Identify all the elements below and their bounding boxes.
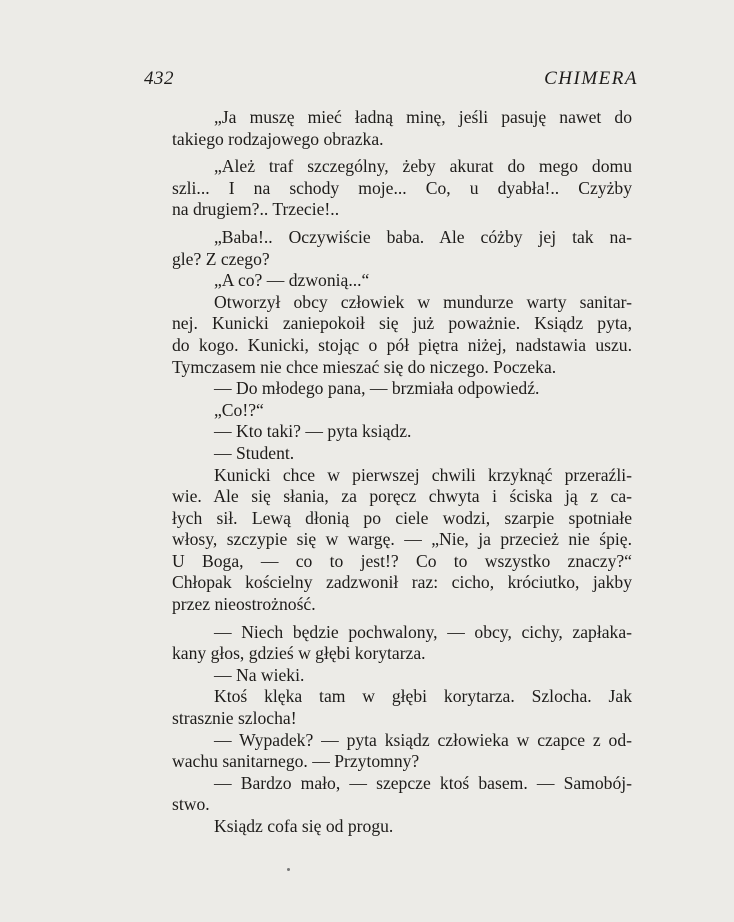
text-line: „Co!?“ [214, 399, 264, 420]
text-line: gle? Z czego? [172, 248, 270, 269]
text-line: strasznie szlocha! [172, 708, 297, 729]
body-text [172, 107, 632, 838]
text-line: Chłopak kościelny zadzwonił raz: cicho, króciutko, jakby [172, 572, 632, 593]
text-line: takiego rodzajowego obrazka. [172, 128, 384, 149]
text-line: do kogo. Kunicki, stojąc o pół piętra niżej, nadstawia uszu. [172, 334, 632, 355]
text-line: — Kto taki? — pyta ksiądz. [214, 421, 412, 442]
text-line: łych sił. Lewą dłonią po ciele wodzi, szarpie spotniałe [172, 507, 632, 528]
text-line: wie. Ale się słania, za poręcz chwyta i ściska ją z ca- [172, 486, 632, 507]
text-line: — Do młodego pana, — brzmiała odpowiedź. [214, 378, 540, 399]
text-line: — Na wieki. [214, 664, 305, 685]
text-line: stwo. [172, 794, 210, 815]
text-line: przez nieostrożność. [172, 594, 316, 615]
text-line: — Wypadek? — pyta ksiądz człowieka w czapce z od- [214, 729, 632, 750]
text-line: U Boga, — co to jest!? Co to wszystko znaczy?“ [172, 550, 632, 571]
text-line: szli... I na schody moje... Co, u dyabła!.. Czyżby [172, 177, 632, 198]
text-line: na drugiem?.. Trzecie!.. [172, 199, 340, 220]
text-line: nej. Kunicki zaniepokoił się już poważnie. Ksiądz pyta, [172, 313, 632, 334]
text-line: Otworzył obcy człowiek w mundurze warty sanitar- [214, 291, 632, 312]
text-line: Ktoś klęka tam w głębi korytarza. Szlocha. Jak [214, 686, 632, 707]
text-line: — Niech będzie pochwalony, — obcy, cichy, zapłaka- [214, 621, 632, 642]
text-line: „Baba!.. Oczywiście baba. Ale cóżby jej tak na- [214, 226, 632, 247]
text-line: „A co? — dzwonią...“ [214, 270, 370, 291]
text-line: wachu sanitarnego. — Przytomny? [172, 751, 420, 772]
text-line: „Ja muszę mieć ładną minę, jeśli pasuję nawet do [214, 107, 632, 127]
running-title: CHIMERA [544, 68, 638, 89]
text-line: — Bardzo mało, — szepcze ktoś basem. — Samobój- [214, 772, 632, 793]
paper-speck [287, 868, 290, 871]
text-line: włosy, szczypie się w wargę. — „Nie, ja przecież nie śpię. [172, 529, 632, 550]
text-line: „Ależ traf szczególny, żeby akurat do mego domu [214, 156, 632, 177]
text-line: Ksiądz cofa się od progu. [214, 816, 394, 836]
text-line: kany głos, gdzieś w głębi korytarza. [172, 643, 426, 664]
page-number: 432 [144, 68, 174, 89]
text-line: — Student. [214, 442, 295, 463]
text-line: Kunicki chce w pierwszej chwili krzyknąć przeraźli- [214, 464, 632, 485]
text-line: Tymczasem nie chce mieszać się do niczego. Poczeka. [172, 356, 557, 377]
